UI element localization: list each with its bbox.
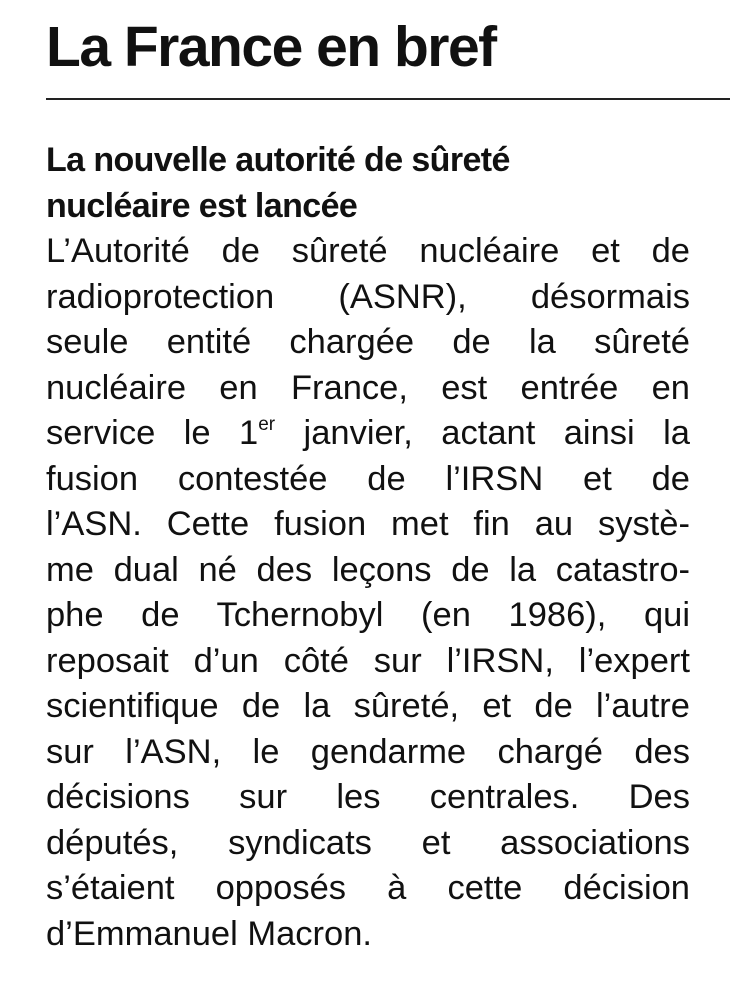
body-line: s’étaient opposés à cette décision <box>46 869 690 907</box>
body-line: sur l’ASN, le gendarme chargé des <box>46 732 690 771</box>
headline-line: nucléaire est lancée <box>46 186 358 225</box>
headline-line: La nouvelle autorité de sûreté <box>46 141 510 179</box>
body-line: scientifique de la sûreté, et de l’autre <box>46 687 690 725</box>
body-line: reposait d’un côté sur l’IRSN, l’expert <box>46 641 690 680</box>
ordinal-superscript: er <box>258 413 276 435</box>
date-text-after: janvier, actant ainsi la <box>275 414 690 452</box>
body-line-date <box>46 411 690 457</box>
article-headline <box>46 138 690 229</box>
body-line: l’ASN. Cette fusion met fin au systè- <box>46 505 690 543</box>
body-line: me dual né des leçons de la catastro- <box>46 550 690 589</box>
section-divider <box>46 98 730 100</box>
body-line: phe de Tchernobyl (en 1986), qui <box>46 596 690 634</box>
body-line: radioprotection (ASNR), désormais <box>46 277 690 316</box>
date-text-before: service le 1 <box>46 414 259 452</box>
body-line: décisions sur les centrales. Des <box>46 778 690 816</box>
body-line: nucléaire en France, est entrée en <box>46 368 690 407</box>
body-line: L’Autorité de sûreté nucléaire et de <box>46 232 690 270</box>
section-title: La France en bref <box>46 15 496 79</box>
body-line: seule entité chargée de la sûreté <box>46 323 690 361</box>
page-column <box>46 12 730 957</box>
body-line: d’Emmanuel Macron. <box>46 914 372 953</box>
article <box>46 138 690 957</box>
body-line: députés, syndicats et associations <box>46 823 690 862</box>
body-line: fusion contestée de l’IRSN et de <box>46 459 690 498</box>
article-body <box>46 229 690 957</box>
